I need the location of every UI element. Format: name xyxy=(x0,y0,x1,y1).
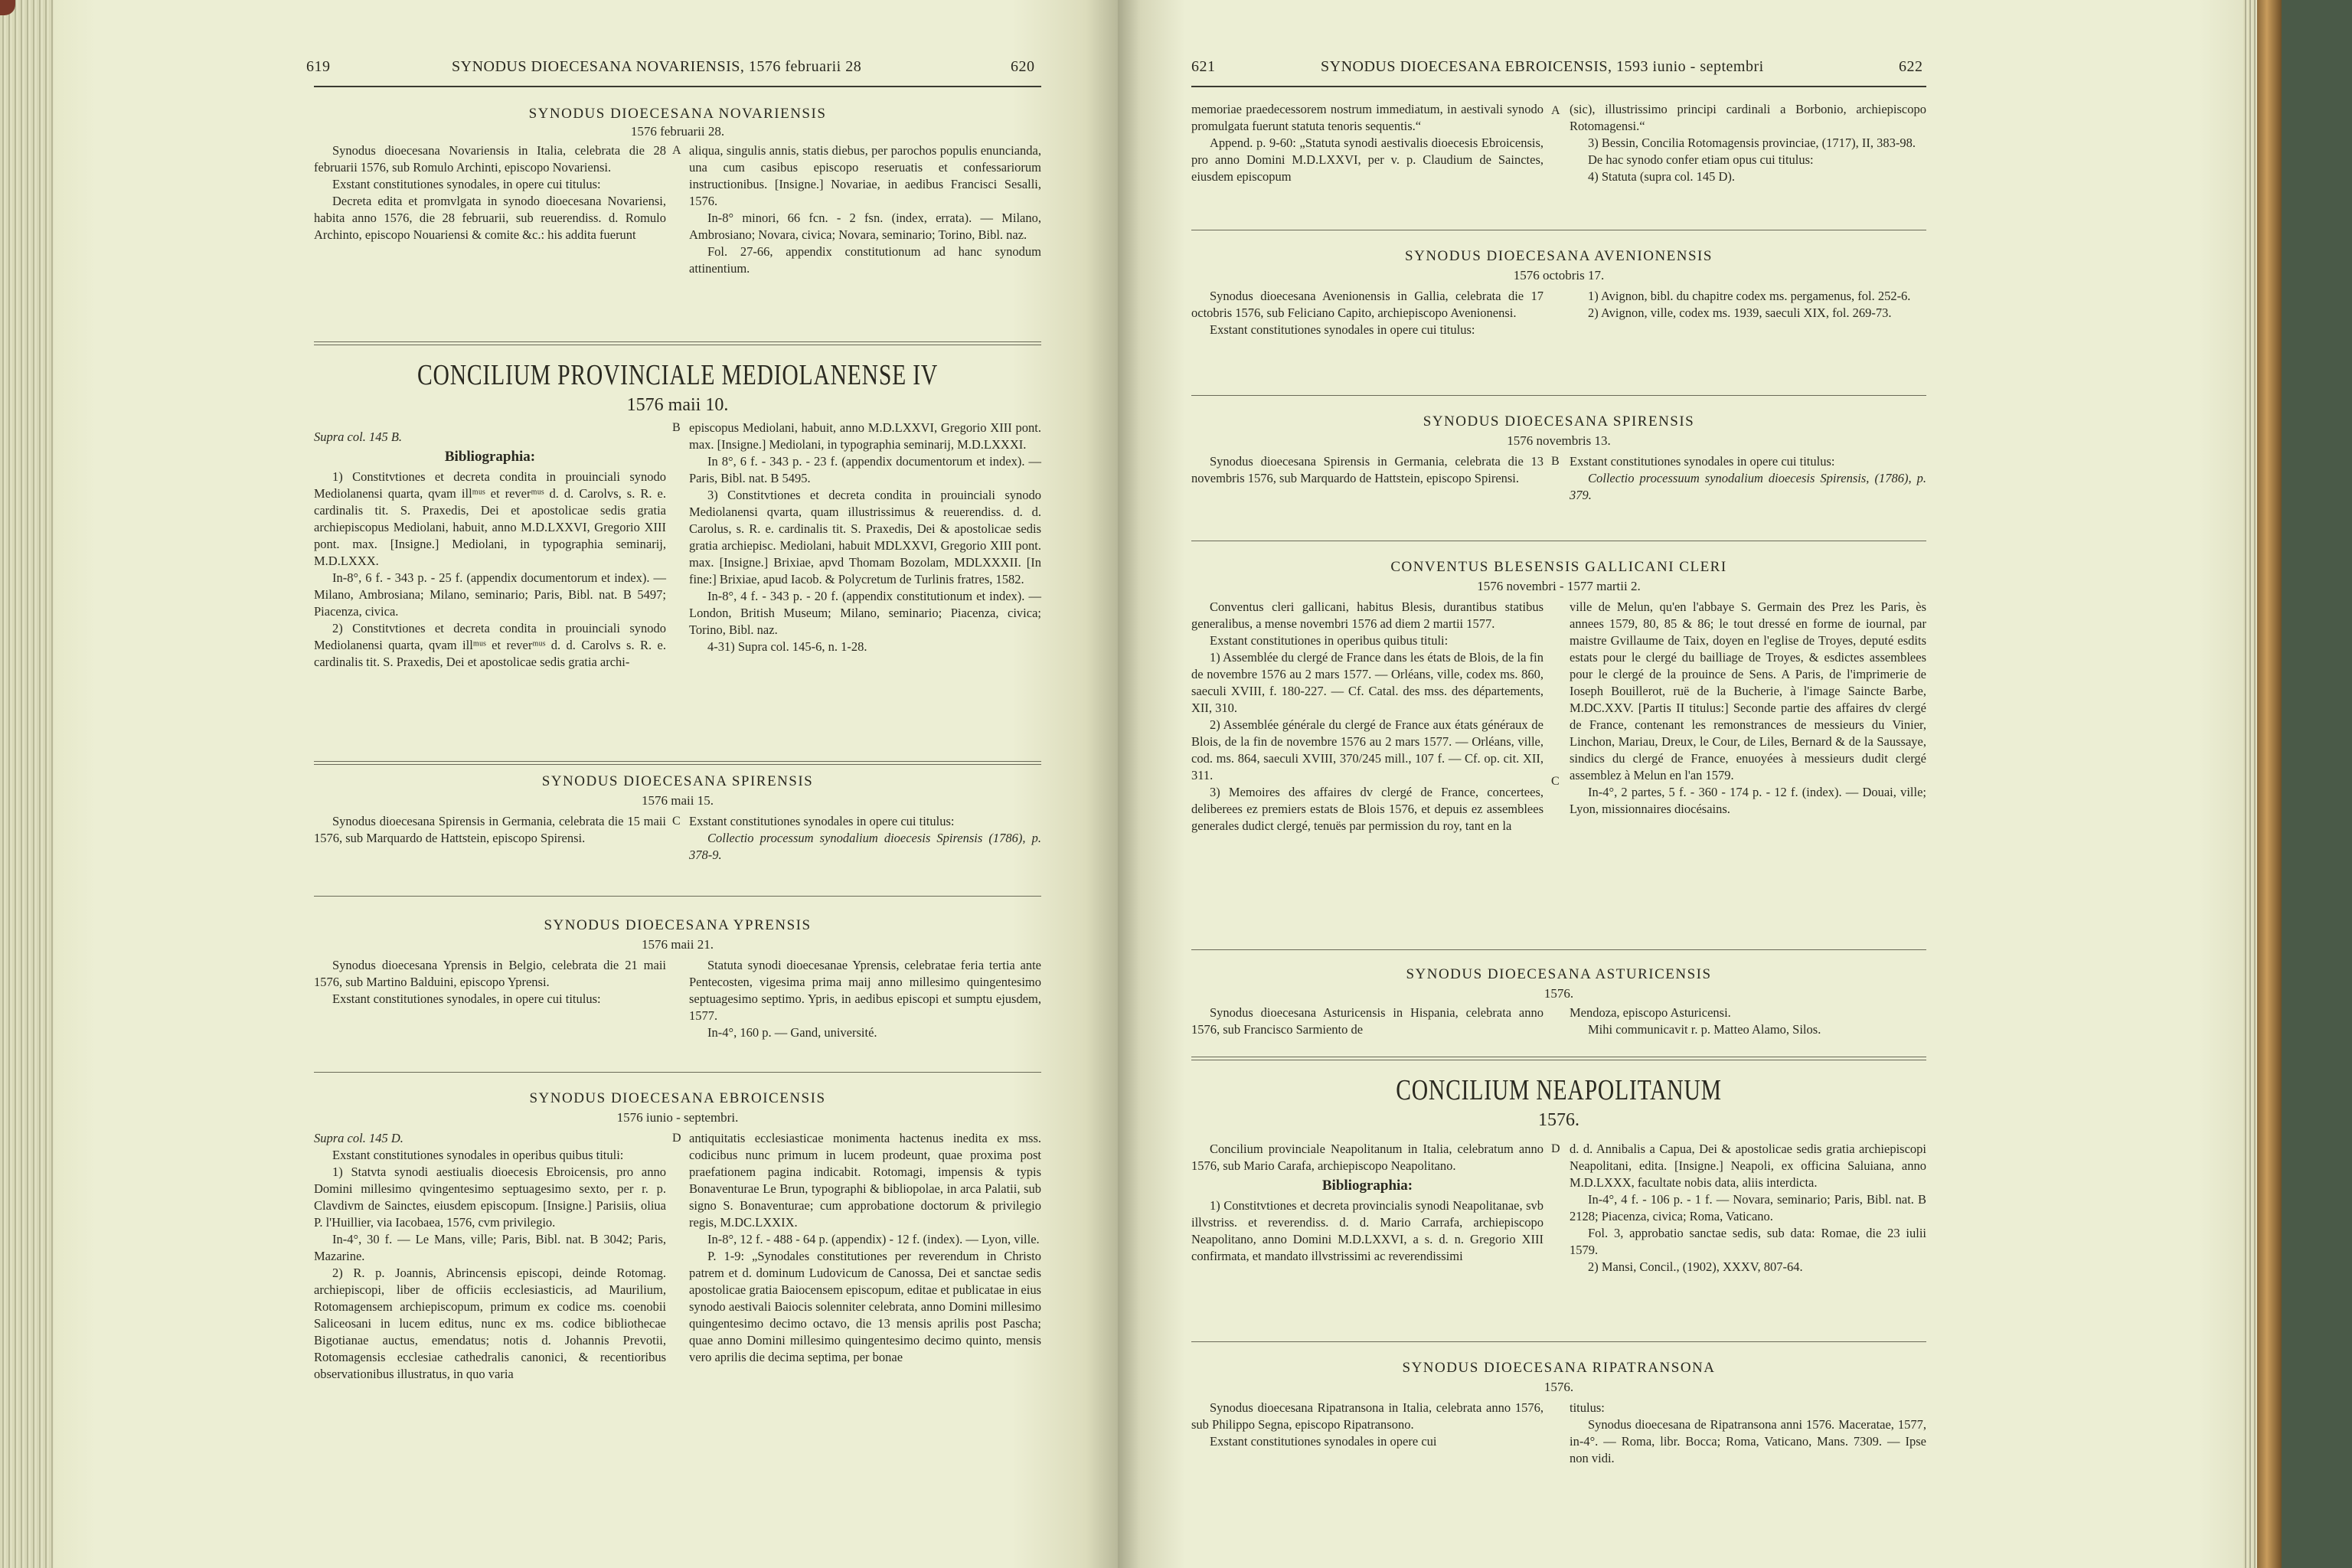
margin-letter: D xyxy=(672,1132,681,1145)
paragraph: episcopus Mediolani, habuit, anno M.D.LXXVI, Gregorio XIII pont. max. [Insigne.] Mediolani, in typographia seminarij, M.D.LXXXI. xyxy=(689,420,1041,452)
text-column xyxy=(1570,1141,1926,1276)
text-column xyxy=(1570,101,1926,185)
paragraph: Concilium provinciale Neapolitanum in Italia, celebratum anno 1576, sub Mario Carafa, archiepiscopo Neapolitano. xyxy=(1191,1142,1544,1173)
paragraph: 1) Avignon, bibl. du chapitre codex ms. pergamenus, fol. 252-6. xyxy=(1588,289,1911,303)
page-number: 620 xyxy=(1011,58,1035,75)
text-column xyxy=(1191,453,1544,487)
text-column xyxy=(314,1130,666,1383)
bibliography-heading: Bibliographia: xyxy=(1321,1178,1413,1194)
margin-letter: C xyxy=(1551,775,1560,788)
paragraph: Exstant constitutiones synodales in opere cui xyxy=(1210,1434,1437,1449)
paragraph: aliqua, singulis annis, statis diebus, per parochos populis enuncianda, una cum casibus episcopo reseruatis et confessariorum instructionibus. [Insigne.] Novariae, in aedibus Francisci Sesalli, 1576. xyxy=(689,143,1041,208)
paragraph: In-8°, 6 f. - 343 p. - 25 f. (appendix documentorum et index). — Milano, Ambrosiana; Milano, seminario; Paris, Bibl. nat. B 5497; Piacenza, civica. xyxy=(314,570,666,619)
divider xyxy=(314,1072,1041,1073)
paragraph: In-4°, 160 p. — Gand, université. xyxy=(707,1025,877,1040)
paragraph: Exstant constitutiones synodales in opere cui titulus: xyxy=(689,814,955,828)
paragraph: Fol. 27-66, appendix constitutionum ad hanc synodum attinentium. xyxy=(689,244,1041,276)
text-column xyxy=(1570,599,1926,818)
paragraph: 3) Memoires des affaires dv clergé de France, concertees, deliberees ez premiers estats de Blois 1576, et depuis ez assemblees generales dudict clergé, tenuës par permission du roy, tant en la xyxy=(1191,785,1544,833)
paragraph: Decreta edita et promvlgata in synodo dioecesana Novariensi, habita anno 1576, die 28 februarii, sub reuerendiss. d. Romulo Archinto, episcopo Nouariensi & comite &c.: his addita fuerunt xyxy=(314,194,666,242)
paragraph: Synodus dioecesana Asturicensis in Hispania, celebrata anno 1576, sub Francisco Sarmiento de xyxy=(1191,1005,1544,1037)
paragraph: 2) Assemblée générale du clergé de France aux états généraux de Blois, de la fin de novembre 1576 au 2 mars 1577. — Orléans, ville, cod. ms. 864, saeculi XVIII, 370/245 mill., 107 f. — Cf. op. cit. XII, 311. xyxy=(1191,717,1544,782)
paragraph: Collectio processuum synodalium dioecesis Spirensis, (1786), p. 379. xyxy=(1570,471,1926,502)
running-head: SYNODUS DIOECESANA EBROICENSIS, 1593 iunio - septembri xyxy=(1321,58,1764,75)
divider xyxy=(314,896,1041,897)
paragraph: memoriae praedecessorem nostrum immediatum, in aestivali synodo promulgata fuerunt statuta tenoris sequentis.“ xyxy=(1191,102,1544,133)
bibliography-heading: Bibliographia: xyxy=(444,449,536,465)
section-date: 1576 novembris 13. xyxy=(1507,433,1611,448)
paragraph: Synodus dioecesana Yprensis in Belgio, celebrata die 21 maii 1576, sub Martino Balduini, episcopo Yprensi. xyxy=(314,958,666,989)
section-title: CONCILIUM PROVINCIALE MEDIOLANENSE IV xyxy=(416,359,939,391)
margin-letter: C xyxy=(672,815,681,828)
divider xyxy=(1191,949,1926,950)
paragraph: Statuta synodi dioecesanae Yprensis, celebratae feria tertia ante Pentecosten, vigesima prima maij anno millesimo quingentesimo septuagesimo septimo. Ypris, in aedibus episcopi et sumptu ejusdem, 1577. xyxy=(689,958,1041,1023)
paragraph: ville de Melun, qu'en l'abbaye S. Germain des Prez les Paris, ès annees 1579, 80, 85 & 86; le tout dressé en forme de iournal, par maistre Gvillaume de Taix, doyen en l'eglise de Troyes, deputé esdits estats pour le clergé du bailliage de Troyes, & esdictes assemblees pour le clergé de la prouince de Sens. A Paris, de l'imprimerie de Ioseph Bouillerot, ruë de la Bucherie, à l'image Saincte Barbe, M.DC.XXV. [Partis II titulus:] Seconde partie des affaires dv clergé de France, contenant les remonstrances de messieurs du Vinier, Linchon, Mariau, Dreux, le Cour, de Liles, Bernard & de la Saussaye, sindics du clergé de France, enuoyées à messieurs dudit clergé assemblez à Melun en l'an 1579. xyxy=(1570,599,1926,782)
page-number: 619 xyxy=(306,58,331,75)
section-date: 1576 maii 15. xyxy=(642,793,714,808)
section-date: 1576. xyxy=(1544,1380,1574,1394)
paragraph: Conventus cleri gallicani, habitus Blesis, durantibus statibus generalibus, a mense novembri 1576 ad diem 2 martii 1577. xyxy=(1191,599,1544,631)
section-date: 1576 iunio - septembri. xyxy=(616,1110,739,1125)
margin-letter: B xyxy=(672,421,681,434)
paragraph: Synodus dioecesana Spirensis in Germania, celebrata die 13 novembris 1576, sub Marquardo de Hattstein, episcopo Spirensi. xyxy=(1191,454,1544,485)
section-title: SYNODUS DIOECESANA YPRENSIS xyxy=(544,917,812,933)
section-title: SYNODUS DIOECESANA NOVARIENSIS xyxy=(528,106,827,122)
section-title: SYNODUS DIOECESANA AVENIONENSIS xyxy=(1405,248,1713,264)
text-column xyxy=(314,429,666,671)
paragraph: P. 1-9: „Synodales constitutiones per reverendum in Christo patrem et d. dominum Ludovicum de Canossa, Dei et sanctae sedis apostolicae gratia Baiocensem episcopum, editae et publicatae in eius synodo aestivali Baiocis solenniter celebrata, anno Domini millesimo quingentesimo decimo octavo, die 13 mensis aprilis post Pascha; quae anno Domini millesimo quingentesimo decimo quinto, mensis vero aprilis die decima septima, per bonae xyxy=(689,1249,1041,1364)
paragraph: (sic), illustrissimo principi cardinali a Borbonio, archiepiscopo Rotomagensi.“ xyxy=(1570,102,1926,133)
paragraph: 1) Assemblée du clergé de France dans les états de Blois, de la fin de novembre 1576 au 2 mars 1577. — Orléans, ville, codex ms. 860, saeculi XVIII, f. 180-227. — Cf. Catal. des mss. des départements, XII, 310. xyxy=(1191,650,1544,715)
paragraph: In-8°, 12 f. - 488 - 64 p. (appendix) - 12 f. (index). — Lyon, ville. xyxy=(707,1232,1040,1246)
section-title: SYNODUS DIOECESANA SPIRENSIS xyxy=(1423,413,1695,430)
margin-letter: A xyxy=(672,144,681,157)
paragraph: 1) Constitvtiones et decreta provincialis synodi Neapolitanae, svb illvstriss. et reverendiss. d. d. Mario Carrafa, archiepiscopo Neapolitano, anno Domini M.D.LXXVI, a s. d. n. Gregorio XIII confirmata, et mandato illvstrissimi ac reverendissimi xyxy=(1191,1198,1544,1263)
paragraph: De hac synodo confer etiam opus cui titulus: xyxy=(1588,152,1814,167)
paragraph: 2) R. p. Joannis, Abrincensis episcopi, deinde Rotomag. archiepiscopi, liber de officiis ecclesiasticis, ad Maurilium, Rotomagensem archiepiscopum, primum ex codice ms. coenobii Saliceosani in lucem editus, nunc ex ms. codice bibliothecae Bigotianae auctus, emendatus; notis d. Johannis Prevotii, Rotomagensis ecclesiae cathedralis canonici, & recentioribus observationibus illustratus, in quo varia xyxy=(314,1266,666,1381)
section-title: CONCILIUM NEAPOLITANUM xyxy=(1396,1074,1722,1106)
text-column xyxy=(1191,288,1544,338)
paragraph: antiquitatis ecclesiasticae monimenta hactenus inedita ex mss. codicibus nunc primum in lucem prodeunt, quae proxima post praefationem pagina indicabit. Rotomagi, impensis & typis Bonaventurae Le Brun, typographi & bibliopolae, in arca Palatii, sub signo S. Bonaventurae; cum approbatione doctorum & privilegio regis, M.DC.LXXIX. xyxy=(689,1131,1041,1230)
running-head: SYNODUS DIOECESANA NOVARIENSIS, 1576 februarii 28 xyxy=(452,58,862,75)
paragraph: Mendoza, episcopo Asturicensi. xyxy=(1570,1005,1731,1020)
page-number: 621 xyxy=(1191,58,1216,75)
paragraph: In-4°, 4 f. - 106 p. - 1 f. — Novara, seminario; Paris, Bibl. nat. B 2128; Piacenza, civica; Roma, Vaticano. xyxy=(1570,1192,1926,1223)
divider xyxy=(314,764,1041,765)
text-column xyxy=(1570,1400,1926,1467)
divider xyxy=(314,341,1041,342)
text-column xyxy=(689,1130,1041,1366)
text-column xyxy=(1191,599,1544,835)
section-title: SYNODUS DIOECESANA ASTURICENSIS xyxy=(1406,966,1712,982)
page-number: 622 xyxy=(1899,58,1923,75)
paragraph: d. d. Annibalis a Capua, Dei & apostolicae sedis gratia archiepiscopi Neapolitani, edita. [Insigne.] Neapoli, ex officina Saluiana, anno M.D.LXXX, facultate nobis data, aliis interdicta. xyxy=(1570,1142,1926,1190)
section-date: 1576 maii 21. xyxy=(642,937,714,952)
text-column xyxy=(1191,1004,1544,1038)
text-column xyxy=(1570,453,1926,504)
background-cloth xyxy=(2282,0,2352,1568)
text-column xyxy=(1191,1141,1544,1265)
text-column xyxy=(689,813,1041,864)
text-column xyxy=(689,142,1041,277)
text-column xyxy=(1570,1004,1926,1038)
left-page xyxy=(54,0,1118,1568)
header-rule xyxy=(314,86,1041,87)
paragraph: Mihi communicavit r. p. Matteo Alamo, Silos. xyxy=(1588,1022,1821,1037)
paragraph: Synodus dioecesana de Ripatransona anni 1576. Maceratae, 1577, in-4°. — Roma, libr. Bocca; Roma, Vaticano, Mans. 7309. — Ipse non vidi. xyxy=(1570,1417,1926,1465)
margin-letter: A xyxy=(1551,104,1560,117)
section-title: SYNODUS DIOECESANA RIPATRANSONA xyxy=(1402,1360,1716,1376)
header-rule xyxy=(1191,86,1926,87)
paragraph: Synodus dioecesana Ripatransona in Italia, celebrata anno 1576, sub Philippo Segna, episcopo Ripatransono. xyxy=(1191,1400,1544,1432)
paragraph: Collectio processum synodalium dioecesis Spirensis (1786), p. 378-9. xyxy=(689,831,1041,862)
right-page xyxy=(1118,0,2243,1568)
text-column xyxy=(314,813,666,847)
paragraph: 2) Constitvtiones et decreta condita in prouinciali synodo Mediolanensi quarta, qvam illᵐᵘˢ et reverᵐᵘˢ d. d. Carolvs s. R. e. cardinalis tit. S. Praxedis, Dei et apostolicae sedis gratia archi- xyxy=(314,621,666,669)
text-column xyxy=(689,420,1041,655)
page-edges-left xyxy=(0,0,54,1568)
section-title: SYNODUS DIOECESANA EBROICENSIS xyxy=(529,1090,826,1106)
margin-letter: B xyxy=(1551,455,1560,468)
paragraph: 3) Constitvtiones et decreta condita in prouinciali synodo Mediolanensi qvarta, quam illustrissimus & reuerendiss. d. d. Carolus, s. R. e. cardinalis tit. S. Praxedis, Dei & apostolicae sedis gratia archiepisc. Mediolani, habuit MDLXXVI, Gregorio XIII pont. max. [Insigne.] Brixiae, apvd Thomam Bozolam, MDLXXXII. [In fine:] Brixiae, apud Iacob. & Polycretum de Turlinis fratres, 1582. xyxy=(689,488,1041,586)
text-column xyxy=(314,957,666,1008)
paragraph: Append. p. 9-60: „Statuta synodi aestivalis dioecesis Ebroicensis, pro anno Domini M.D.LXXVI, per v. p. Claudium de Sainctes, eiusdem episcopum xyxy=(1191,136,1544,184)
paragraph: 2) Avignon, ville, codex ms. 1939, saeculi XIX, fol. 269-73. xyxy=(1588,305,1892,320)
paragraph: 3) Bessin, Concilia Rotomagensis provinciae, (1717), II, 383-98. xyxy=(1588,136,1916,150)
divider xyxy=(314,761,1041,762)
section-date: 1576 februarii 28. xyxy=(630,124,725,139)
paragraph: 4) Statuta (supra col. 145 D). xyxy=(1588,169,1735,184)
paragraph: Synodus dioecesana Novariensis in Italia, celebrata die 28 februarii 1576, sub Romulo Archinti, episcopo Novariensi. xyxy=(314,143,666,175)
margin-letter: D xyxy=(1551,1142,1560,1155)
text-column xyxy=(689,957,1041,1041)
paragraph: Supra col. 145 D. xyxy=(314,1131,403,1145)
paragraph: Fol. 3, approbatio sanctae sedis, sub data: Romae, die 23 iulii 1579. xyxy=(1570,1226,1926,1257)
text-column xyxy=(1191,101,1544,185)
paragraph: Exstant constitutiones synodales in operibus quibus tituli: xyxy=(332,1148,624,1162)
paragraph: Supra col. 145 B. xyxy=(314,430,403,444)
paragraph: 4-31) Supra col. 145-6, n. 1-28. xyxy=(707,639,867,654)
divider xyxy=(1191,395,1926,396)
paragraph: In-8°, 4 f. - 343 p. - 20 f. (appendix constitutionum et index). — London, British Museum; Milano, seminario; Piacenza, civica; Torino, Bibl. naz. xyxy=(689,589,1041,637)
paragraph: Exstant constitutiones synodales in opere cui titulus: xyxy=(1210,322,1475,337)
section-date: 1576 novembri - 1577 martii 2. xyxy=(1477,579,1641,593)
text-column xyxy=(1570,288,1926,322)
section-date: 1576 maii 10. xyxy=(626,395,729,415)
paragraph: Exstant constitutiones synodales in opere cui titulus: xyxy=(1570,454,1835,469)
section-date: 1576 octobris 17. xyxy=(1513,268,1605,283)
text-column xyxy=(1191,1400,1544,1450)
paragraph: In-8° minori, 66 fcn. - 2 fsn. (index, errata). — Milano, Ambrosiano; Novara, civica; Novara, seminario; Torino, Bibl. naz. xyxy=(689,211,1041,242)
paragraph: 1) Constitvtiones et decreta condita in prouinciali synodo Mediolanensi quarta, qvam illᵐᵘˢ et reverᵐᵘˢ d. d. Carolvs, s. R. e. cardinalis tit. S. Praxedis, Dei et apostolicae sedis gratia archiepiscopus Mediolani, habuit, anno M.D.LXXVI, Gregorio XIII pont. max. [Insigne.] Mediolani, in typographia seminarij, M.D.LXXX. xyxy=(314,469,666,568)
paragraph: Exstant constitutiones in operibus quibus tituli: xyxy=(1210,633,1449,648)
paragraph: 2) Mansi, Concil., (1902), XXXV, 807-64. xyxy=(1588,1259,1803,1274)
section-title: SYNODUS DIOECESANA SPIRENSIS xyxy=(541,773,814,789)
paragraph: In-4°, 30 f. — Le Mans, ville; Paris, Bibl. nat. B 3042; Paris, Mazarine. xyxy=(314,1232,666,1263)
paragraph: 1) Statvta synodi aestiualis dioecesis Ebroicensis, pro anno Domini millesimo qvingentesimo septuagesimo sexto, per r. p. Clavdivm de Sainctes, eiusdem episcopum. [Insigne.] Parisiis, oliua P. l'Huillier, via Iacobaea, 1576, cvm privilegio. xyxy=(314,1165,666,1230)
paragraph: Exstant constitutiones synodales, in opere cui titulus: xyxy=(332,991,601,1006)
paragraph: Exstant constitutiones synodales, in opere cui titulus: xyxy=(332,177,601,191)
paragraph: Synodus dioecesana Spirensis in Germania, celebrata die 15 maii 1576, sub Marquardo de Hattstein, episcopo Spirensi. xyxy=(314,814,666,845)
paragraph: In 8°, 6 f. - 343 p. - 23 f. (appendix documentorum et index). — Paris, Bibl. nat. B 5495. xyxy=(689,454,1041,485)
section-title: CONVENTUS BLESENSIS GALLICANI CLERI xyxy=(1390,559,1727,575)
divider xyxy=(1191,1341,1926,1342)
paragraph: In-4°, 2 partes, 5 f. - 360 - 174 p. - 12 f. (index). — Douai, ville; Lyon, missionnaires diocésains. xyxy=(1570,785,1926,816)
book-cover-board xyxy=(2257,0,2282,1568)
paragraph: titulus: xyxy=(1570,1400,1605,1415)
paragraph: Synodus dioecesana Avenionensis in Gallia, celebrata die 17 octobris 1576, sub Feliciano Capito, archiepiscopo Avenionensi. xyxy=(1191,289,1544,320)
section-date: 1576. xyxy=(1544,986,1574,1001)
text-column xyxy=(314,142,666,243)
section-date: 1576. xyxy=(1538,1110,1579,1130)
